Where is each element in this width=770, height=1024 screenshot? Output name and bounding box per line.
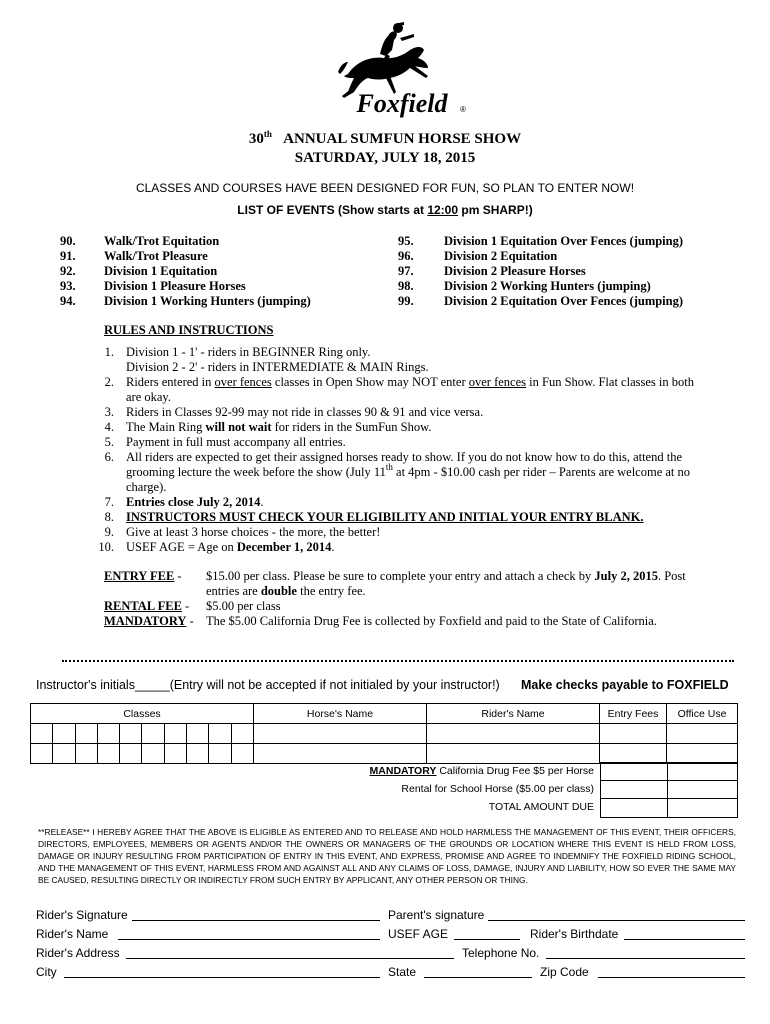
city-field[interactable] — [64, 977, 380, 978]
rider-birthdate-label: Rider's Birthdate — [530, 927, 619, 941]
state-field[interactable] — [424, 977, 532, 978]
header-rider-name: Rider's Name — [427, 704, 600, 724]
rule-number: 8. — [104, 510, 114, 524]
class-cell[interactable] — [164, 724, 186, 744]
office-use-cell — [667, 744, 738, 764]
class-cell[interactable] — [164, 744, 186, 764]
rule-number: 10. — [98, 540, 114, 554]
table-row — [31, 744, 738, 764]
rule-1a: Division 1 - 1' - riders in BEGINNER Ring only. — [126, 345, 371, 359]
event-number: 94. — [60, 294, 76, 308]
rider-name-cell[interactable] — [427, 744, 600, 764]
usef-age-label: USEF AGE — [388, 927, 449, 941]
class-cell[interactable] — [186, 744, 208, 764]
release-text: **RELEASE** I HEREBY AGREE THAT THE ABOVE IS ELIGIBLE AS ENTERED AND TO RELEASE AND HOLD HARMLESS THE MANAGEMENT OF THIS EVENT, THEIR OFFICERS, DIRECTORS, EMPLOYEES, MEMBERS OR AGENTS AND/OR THE OWNERS OR MANAGERS OF THE GROUNDS OR LOCATION WHERE THIS EVENT IS HELD FROM LOSS, DAMAGE OR INJURY RESULTING FROM PARTICIPATION OF ENTRY IN THIS EVENT, AND EXPRESS, PROMISE AND AGREE TO INDEMNIFY THE FOXFIELD RIDING SCHOOL, AND THE MANAGEMENT OF THIS EVENT, HARMLESS FROM AND AGAINST ALL AND ANY CLAIMS OF LOSS, DAMAGE, INJURY AND LIABILITY, HOW SO EVER THE SAME MAY BE CAUSED, RESULTING DIRECTLY OR INDIRECTLY FROM SUCH ENTRY BY APPLICANT, ANY OTHER PERSON OR THING. — [38, 827, 736, 885]
rule-2: Riders entered in over fences classes in Open Show may NOT enter over fences in Fun Show. Flat classes in both — [126, 375, 694, 389]
rider-name-cell[interactable] — [427, 724, 600, 744]
rental-fee-label: RENTAL FEE - — [104, 599, 190, 613]
class-cell[interactable] — [53, 744, 75, 764]
class-cell[interactable] — [75, 744, 97, 764]
event-name: Division 1 Pleasure Horses — [104, 279, 246, 293]
event-name: Walk/Trot Pleasure — [104, 249, 208, 263]
svg-text:Foxfield: Foxfield — [356, 89, 448, 118]
entry-fee-cell[interactable] — [600, 724, 667, 744]
header-classes: Classes — [31, 704, 254, 724]
entry-fee-text: $15.00 per class. Please be sure to complete your entry and attach a check by July 2, 2015. Post — [206, 569, 686, 583]
rule-3: Riders in Classes 92-99 may not ride in classes 90 & 91 and vice versa. — [126, 405, 484, 419]
rule-number: 7. — [104, 495, 114, 509]
rule-8: INSTRUCTORS MUST CHECK YOUR ELIGIBILITY AND INITIAL YOUR ENTRY BLANK. — [126, 510, 644, 524]
title-ordinal: 30 — [248, 131, 264, 147]
event-number: 93. — [60, 279, 76, 293]
events-heading-pre: LIST OF EVENTS (Show starts at — [237, 203, 428, 217]
rider-birthdate-field[interactable] — [624, 939, 745, 940]
parent-signature-label: Parent's signature — [388, 908, 485, 922]
class-cell[interactable] — [142, 744, 164, 764]
rental-school-horse-label: Rental for School Horse ($5.00 per class) — [401, 783, 594, 795]
rule-7: Entries close July 2, 2014. — [126, 495, 264, 509]
event-number: 97. — [398, 264, 414, 278]
rule-number: 9. — [104, 525, 114, 539]
rental-fee-text: $5.00 per class — [206, 599, 281, 613]
events-heading — [0, 203, 770, 217]
entry-fee-label: ENTRY FEE - — [104, 569, 182, 583]
events-heading-time: 12:00 — [427, 203, 459, 217]
title-text: ANNUAL SUMFUN HORSE SHOW — [283, 131, 522, 147]
header-horse-name: Horse's Name — [254, 704, 427, 724]
mandatory-text: The $5.00 California Drug Fee is collected by Foxfield and paid to the State of California. — [206, 614, 657, 628]
rider-name-label: Rider's Name — [36, 927, 109, 941]
total-amount-field[interactable] — [600, 798, 666, 816]
event-number: 98. — [398, 279, 414, 293]
show-title — [0, 131, 770, 148]
rider-signature-field[interactable] — [132, 920, 380, 921]
event-name: Division 1 Working Hunters (jumping) — [104, 294, 311, 308]
checks-payable: Make checks payable to FOXFIELD — [521, 678, 729, 692]
mandatory-label: MANDATORY - — [104, 614, 194, 628]
rule-10: USEF AGE = Age on December 1, 2014. — [126, 540, 335, 554]
event-name: Walk/Trot Equitation — [104, 234, 220, 248]
rule-number: 3. — [104, 405, 114, 419]
rider-name-field[interactable] — [118, 939, 380, 940]
event-number: 99. — [398, 294, 414, 308]
event-name: Division 1 Equitation — [104, 264, 218, 278]
class-cell[interactable] — [120, 744, 142, 764]
entry-fee-cell[interactable] — [600, 744, 667, 764]
event-name: Division 2 Equitation — [444, 249, 558, 263]
zip-code-label: Zip Code — [540, 965, 589, 979]
class-cell[interactable] — [97, 724, 119, 744]
foxfield-logo — [310, 16, 470, 120]
event-number: 90. — [60, 234, 76, 248]
zip-code-field[interactable] — [598, 977, 745, 978]
rider-address-field[interactable] — [126, 958, 454, 959]
event-number: 95. — [398, 234, 414, 248]
title-ordinal-sup: th — [263, 129, 272, 139]
class-cell[interactable] — [31, 744, 53, 764]
event-name: Division 1 Equitation Over Fences (jumping) — [444, 234, 684, 248]
rule-2-cont: are okay. — [126, 390, 171, 404]
class-cell[interactable] — [231, 744, 253, 764]
horse-name-cell[interactable] — [254, 724, 427, 744]
rider-address-label: Rider's Address — [36, 946, 120, 960]
entry-table — [30, 703, 738, 764]
intro-text: CLASSES AND COURSES HAVE BEEN DESIGNED FOR FUN, SO PLAN TO ENTER NOW! — [135, 181, 635, 195]
rule-6c: charge). — [126, 480, 167, 494]
class-cell[interactable] — [97, 744, 119, 764]
event-name: Division 2 Working Hunters (jumping) — [444, 279, 651, 293]
event-name: Division 2 Equitation Over Fences (jumping) — [444, 294, 684, 308]
rule-1b: Division 2 - 2' - riders in INTERMEDIATE & MAIN Rings. — [126, 360, 429, 374]
drug-fee-label: MANDATORY California Drug Fee $5 per Horse — [369, 765, 594, 777]
event-number: 92. — [60, 264, 76, 278]
cut-line — [62, 660, 734, 662]
state-label: State — [388, 965, 417, 979]
header-entry-fees: Entry Fees — [600, 704, 667, 724]
total-amount-label: TOTAL AMOUNT DUE — [488, 801, 594, 813]
event-number: 91. — [60, 249, 76, 263]
rule-number: 1. — [104, 345, 114, 359]
show-date: SATURDAY, JULY 18, 2015 — [294, 150, 476, 166]
class-cell[interactable] — [231, 724, 253, 744]
class-cell[interactable] — [186, 724, 208, 744]
usef-age-field[interactable] — [454, 939, 520, 940]
rule-6b: grooming lecture the week before the show (July 11th at 4pm - $10.00 cash per rider – Parents are welcome at no — [126, 462, 691, 479]
telephone-field[interactable] — [546, 958, 745, 959]
class-cell[interactable] — [75, 724, 97, 744]
drug-fee-amount-field[interactable] — [600, 762, 666, 780]
rule-4: The Main Ring will not wait for riders in the SumFun Show. — [126, 420, 432, 434]
table-row — [31, 724, 738, 744]
rental-amount-field[interactable] — [600, 780, 666, 798]
header-office-use: Office Use — [667, 704, 738, 724]
office-use-cell — [667, 724, 738, 744]
class-cell[interactable] — [209, 744, 231, 764]
rule-number: 2. — [104, 375, 114, 389]
parent-signature-field[interactable] — [488, 920, 745, 921]
entry-fee-text-2: entries are double the entry fee. — [206, 584, 366, 598]
rule-6: All riders are expected to get their assigned horses ready to show. If you do not know how to do this, attend the — [126, 450, 683, 464]
instructor-initials: Instructor's initials_____(Entry will not be accepted if not initialed by your instructor!) — [36, 678, 500, 692]
class-cell[interactable] — [31, 724, 53, 744]
class-cell[interactable] — [142, 724, 164, 744]
svg-text:®: ® — [460, 105, 466, 114]
rule-5: Payment in full must accompany all entries. — [126, 435, 346, 449]
rule-9: Give at least 3 horse choices - the more, the better! — [126, 525, 381, 539]
table-header-row — [31, 704, 738, 724]
class-cell[interactable] — [53, 724, 75, 744]
telephone-label: Telephone No. — [462, 946, 540, 960]
rule-number: 4. — [104, 420, 114, 434]
class-cell[interactable] — [209, 724, 231, 744]
class-cell[interactable] — [120, 724, 142, 744]
rule-number: 5. — [104, 435, 114, 449]
rule-number: 6. — [104, 450, 114, 464]
horse-name-cell[interactable] — [254, 744, 427, 764]
rider-signature-label: Rider's Signature — [36, 908, 128, 922]
event-number: 96. — [398, 249, 414, 263]
events-heading-post: pm SHARP!) — [458, 203, 533, 217]
city-label: City — [36, 965, 57, 979]
event-name: Division 2 Pleasure Horses — [444, 264, 586, 278]
rules-heading: RULES AND INSTRUCTIONS — [104, 323, 274, 337]
